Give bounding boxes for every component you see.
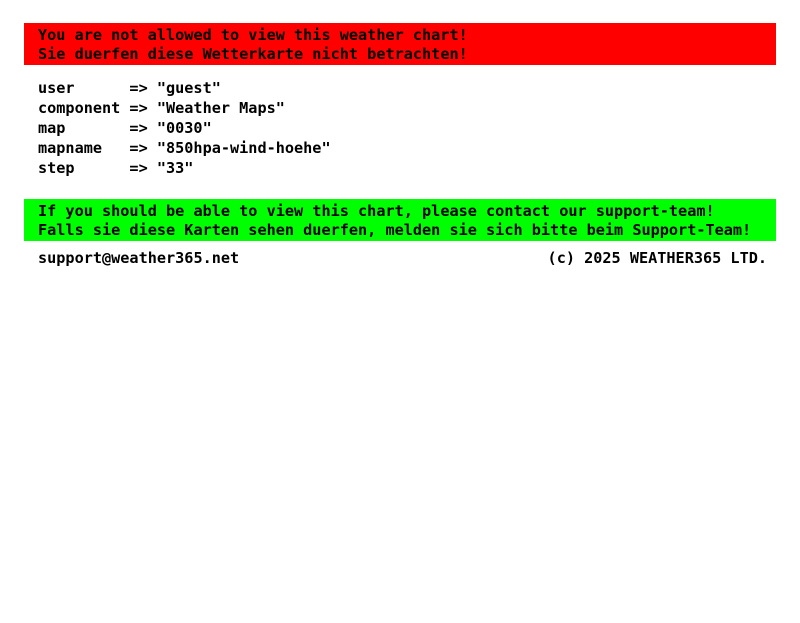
- param-row-mapname: [38, 138, 776, 158]
- param-row-map: [38, 118, 776, 138]
- copyright-notice: (c) 2025 WEATHER365 LTD.: [547, 249, 767, 267]
- footer: [38, 248, 767, 268]
- param-value: "0030": [156, 119, 212, 137]
- support-email[interactable]: support@weather365.net: [38, 249, 240, 267]
- param-row-component: [38, 98, 776, 118]
- param-key: map: [38, 119, 66, 137]
- param-value: "33": [156, 159, 194, 177]
- support-info-line-de: Falls sie diese Karten sehen duerfen, melden sie sich bitte beim Support-Team!: [38, 221, 752, 239]
- access-denied-line-en: You are not allowed to view this weather chart!: [38, 26, 468, 44]
- param-row-user: [38, 78, 776, 98]
- param-arrow: =>: [129, 159, 148, 177]
- param-row-step: [38, 158, 776, 178]
- param-key: mapname: [38, 139, 103, 157]
- access-denied-banner: [24, 23, 776, 65]
- param-arrow: =>: [129, 79, 148, 97]
- param-arrow: =>: [129, 99, 148, 117]
- param-value: "guest": [156, 79, 221, 97]
- support-info-line-en: If you should be able to view this chart, please contact our support-team!: [38, 202, 715, 220]
- param-key: component: [38, 99, 121, 117]
- param-arrow: =>: [129, 119, 148, 137]
- access-denied-line-de: Sie duerfen diese Wetterkarte nicht betrachten!: [38, 45, 468, 63]
- param-key: user: [38, 79, 75, 97]
- support-info-banner: [24, 199, 776, 241]
- param-value: "850hpa-wind-hoehe": [156, 139, 331, 157]
- request-params: [38, 78, 776, 178]
- page-content: [24, 23, 776, 268]
- param-arrow: =>: [129, 139, 148, 157]
- param-value: "Weather Maps": [156, 99, 285, 117]
- param-key: step: [38, 159, 75, 177]
